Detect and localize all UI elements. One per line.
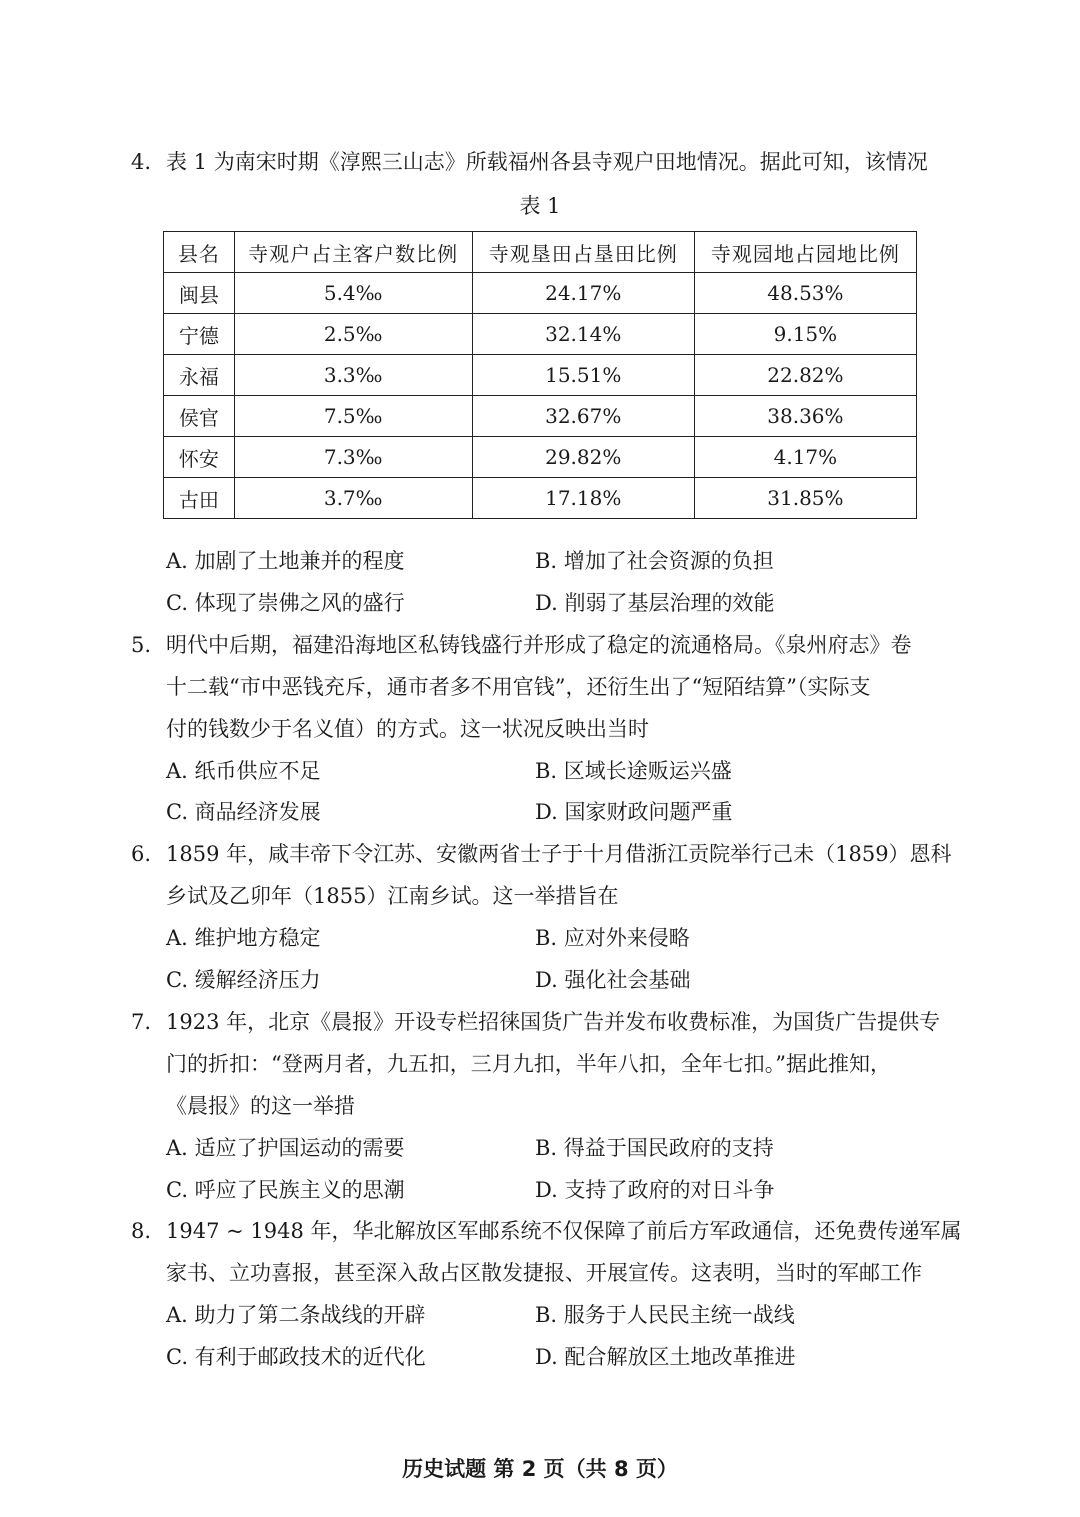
question-stem-line: 1923 年，北京《晨报》开设专栏招徕国货广告并发布收费标准，为国货广告提供专 (166, 1010, 941, 1034)
table-cell: 38.36% (694, 396, 916, 437)
table-cell: 48.53% (694, 273, 916, 314)
option-a[interactable]: A. 适应了护国运动的需要 (166, 1136, 405, 1160)
question-stem-line: 家书、立功喜报，甚至深入敌占区散发捷报、开展宣传。这表明，当时的军邮工作 (166, 1261, 922, 1285)
option-b[interactable]: B. 区域长途贩运兴盛 (535, 759, 732, 783)
option-a[interactable]: A. 助力了第二条战线的开辟 (166, 1303, 426, 1327)
question-stem-line: 《晨报》的这一举措 (166, 1094, 355, 1118)
table-row (164, 355, 917, 396)
table-cell: 31.85% (694, 478, 916, 519)
question-stem: 表 1 为南宋时期《淳熙三山志》所载福州各县寺观户田地情况。据此可知，该情况 (166, 150, 928, 174)
question-number: 7. (131, 1010, 152, 1034)
option-c[interactable]: C. 体现了崇佛之风的盛行 (166, 591, 405, 615)
table-cell: 3.7‰ (234, 478, 472, 519)
table-cell: 闽县 (164, 273, 235, 314)
question-number: 6. (131, 842, 152, 866)
question-number: 5. (131, 633, 152, 657)
question-stem-line: 付的钱数少于名义值）的方式。这一状况反映出当时 (166, 717, 649, 741)
table-row (164, 273, 917, 314)
option-b[interactable]: B. 应对外来侵略 (535, 926, 690, 950)
option-d[interactable]: D. 削弱了基层治理的效能 (535, 591, 775, 615)
question-number: 8. (131, 1219, 152, 1243)
table-cell: 32.14% (472, 314, 694, 355)
table-cell: 古田 (164, 478, 235, 519)
table-cell: 17.18% (472, 478, 694, 519)
table-cell: 3.3‰ (234, 355, 472, 396)
question-stem-line: 十二载“市中恶钱充斥，通市者多不用官钱”，还衍生出了“短陌结算”（实际支 (166, 675, 871, 699)
option-d[interactable]: D. 配合解放区土地改革推进 (535, 1345, 796, 1369)
option-a[interactable]: A. 纸币供应不足 (166, 759, 321, 783)
option-d[interactable]: D. 支持了政府的对日斗争 (535, 1178, 775, 1202)
page-footer: 历史试题 第 2 页（共 8 页） (402, 1457, 678, 1481)
table-cell: 侯官 (164, 396, 235, 437)
option-c[interactable]: C. 呼应了民族主义的思潮 (166, 1178, 405, 1202)
option-b[interactable]: B. 服务于人民民主统一战线 (535, 1303, 795, 1327)
data-table (163, 231, 917, 519)
question-stem-line: 门的折扣：“登两月者，九五扣，三月九扣，半年八扣，全年七扣。”据此推知， (166, 1052, 891, 1076)
table-cell: 宁德 (164, 314, 235, 355)
table-cell: 32.67% (472, 396, 694, 437)
table-cell: 2.5‰ (234, 314, 472, 355)
option-d[interactable]: D. 国家财政问题严重 (535, 800, 733, 824)
table-cell: 9.15% (694, 314, 916, 355)
table-cell: 5.4‰ (234, 273, 472, 314)
question-stem-line: 1947 ~ 1948 年，华北解放区军邮系统不仅保障了前后方军政通信，还免费传递军属 (166, 1219, 962, 1243)
table-row (164, 396, 917, 437)
table-header-row (164, 232, 917, 273)
table-cell: 7.3‰ (234, 437, 472, 478)
table-row (164, 478, 917, 519)
option-a[interactable]: A. 加剧了土地兼并的程度 (166, 549, 405, 573)
column-header: 寺观垦田占垦田比例 (472, 232, 694, 273)
table-cell: 4.17% (694, 437, 916, 478)
table-row (164, 437, 917, 478)
column-header: 县名 (164, 232, 235, 273)
option-c[interactable]: C. 商品经济发展 (166, 800, 321, 824)
question-number: 4. (131, 150, 152, 174)
table-caption: 表 1 (519, 194, 561, 218)
table-row (164, 314, 917, 355)
option-b[interactable]: B. 增加了社会资源的负担 (535, 549, 774, 573)
option-d[interactable]: D. 强化社会基础 (535, 968, 691, 992)
question-stem-line: 1859 年，咸丰帝下令江苏、安徽两省士子于十月借浙江贡院举行己未（1859）恩科 (166, 842, 952, 866)
table-cell: 永福 (164, 355, 235, 396)
table-cell: 15.51% (472, 355, 694, 396)
table-cell: 24.17% (472, 273, 694, 314)
option-c[interactable]: C. 缓解经济压力 (166, 968, 321, 992)
table-cell: 7.5‰ (234, 396, 472, 437)
question-stem-line: 明代中后期，福建沿海地区私铸钱盛行并形成了稳定的流通格局。《泉州府志》卷 (166, 633, 912, 657)
column-header: 寺观园地占园地比例 (694, 232, 916, 273)
option-a[interactable]: A. 维护地方稳定 (166, 926, 321, 950)
option-c[interactable]: C. 有利于邮政技术的近代化 (166, 1345, 426, 1369)
table-cell: 怀安 (164, 437, 235, 478)
table-cell: 29.82% (472, 437, 694, 478)
table-cell: 22.82% (694, 355, 916, 396)
column-header: 寺观户占主客户数比例 (234, 232, 472, 273)
option-b[interactable]: B. 得益于国民政府的支持 (535, 1136, 774, 1160)
question-stem-line: 乡试及乙卯年（1855）江南乡试。这一举措旨在 (166, 884, 619, 908)
